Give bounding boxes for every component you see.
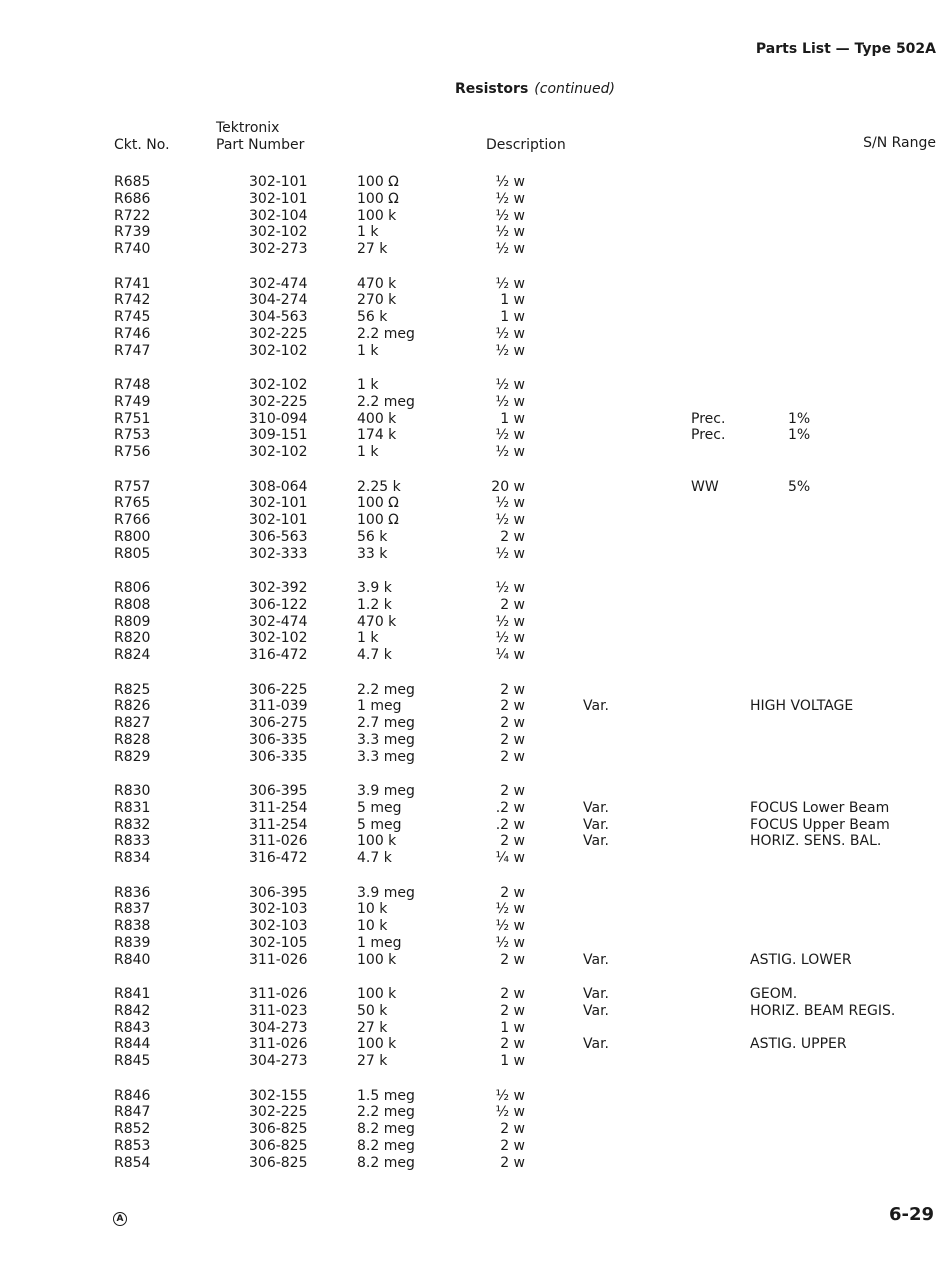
wattage: 2 w xyxy=(500,715,525,732)
ckt-number: R740 xyxy=(114,241,151,258)
table-row xyxy=(0,224,950,241)
type-label: Var. xyxy=(583,833,609,850)
resistance-value: 100 k xyxy=(357,1036,397,1053)
part-number: 302-101 xyxy=(249,512,308,529)
resistance-value: 100 k xyxy=(357,833,397,850)
table-row xyxy=(0,1104,950,1121)
wattage: 20 w xyxy=(491,478,525,495)
resistance-value: 3.9 meg xyxy=(357,884,415,901)
ckt-number: R722 xyxy=(114,207,151,224)
function-label: GEOM. xyxy=(750,986,798,1002)
page-number: 6-29 xyxy=(888,1204,934,1225)
table-row xyxy=(0,986,950,1003)
type-label: Var. xyxy=(583,951,609,968)
resistance-value: 1.2 k xyxy=(357,596,392,613)
part-number: 311-023 xyxy=(249,1002,308,1019)
ckt-number: R824 xyxy=(114,647,151,664)
part-number: 311-026 xyxy=(249,986,308,1002)
wattage: 2 w xyxy=(500,748,525,765)
ckt-number: R685 xyxy=(114,174,151,190)
type-label: Var. xyxy=(583,698,609,715)
wattage: ½ w xyxy=(495,393,525,410)
column-header-ckt: Ckt. No. xyxy=(114,137,170,153)
function-label: FOCUS Lower Beam xyxy=(750,799,890,816)
resistance-value: 470 k xyxy=(357,613,397,630)
ckt-number: R808 xyxy=(114,596,151,613)
resistance-value: 2.2 meg xyxy=(357,325,415,342)
wattage: ½ w xyxy=(495,207,525,224)
ckt-number: R800 xyxy=(114,528,151,545)
resistance-value: 100 Ω xyxy=(357,512,399,529)
wattage: 2 w xyxy=(500,951,525,968)
part-number: 302-103 xyxy=(249,918,308,935)
resistance-value: 1 k xyxy=(357,630,379,647)
ckt-number: R686 xyxy=(114,190,151,207)
resistance-value: 5 meg xyxy=(357,799,402,816)
part-number: 311-026 xyxy=(249,951,308,968)
wattage: ½ w xyxy=(495,444,525,461)
table-row xyxy=(0,1121,950,1138)
part-number: 302-155 xyxy=(249,1087,308,1104)
wattage: ½ w xyxy=(495,580,525,596)
part-number: 302-333 xyxy=(249,545,308,562)
ckt-number: R749 xyxy=(114,393,151,410)
ckt-number: R847 xyxy=(114,1104,151,1121)
wattage: 2 w xyxy=(500,783,525,799)
table-row xyxy=(0,1155,950,1172)
table-row xyxy=(0,208,950,225)
resistance-value: 470 k xyxy=(357,275,397,292)
wattage: ½ w xyxy=(495,495,525,512)
table-row xyxy=(0,444,950,461)
table-row xyxy=(0,343,950,360)
wattage: ½ w xyxy=(495,613,525,630)
part-number: 311-039 xyxy=(249,698,308,715)
wattage: 2 w xyxy=(500,833,525,850)
table-row xyxy=(0,783,950,800)
table-row xyxy=(0,715,950,732)
part-number: 306-225 xyxy=(249,681,308,698)
resistance-value: 400 k xyxy=(357,410,397,427)
resistance-value: 10 k xyxy=(357,918,388,935)
resistance-value: 1 meg xyxy=(357,934,402,951)
ckt-number: R844 xyxy=(114,1036,151,1053)
table-row xyxy=(0,580,950,597)
wattage: ½ w xyxy=(495,275,525,292)
resistance-value: 5 meg xyxy=(357,816,402,833)
wattage: ¼ w xyxy=(495,850,525,867)
table-row xyxy=(0,394,950,411)
wattage: ½ w xyxy=(495,174,525,190)
ckt-number: R839 xyxy=(114,934,151,951)
ckt-number: R836 xyxy=(114,884,151,901)
table-row xyxy=(0,698,950,715)
resistance-value: 1 k xyxy=(357,377,379,393)
table-row xyxy=(0,276,950,293)
precision-label: WW xyxy=(691,478,719,495)
part-number: 304-273 xyxy=(249,1019,308,1036)
table-row xyxy=(0,614,950,631)
ckt-number: R842 xyxy=(114,1002,151,1019)
table-row xyxy=(0,597,950,614)
wattage: 2 w xyxy=(500,1121,525,1138)
wattage: ½ w xyxy=(495,325,525,342)
part-number: 311-026 xyxy=(249,1036,308,1053)
table-row xyxy=(0,901,950,918)
resistance-value: 8.2 meg xyxy=(357,1137,415,1154)
part-number: 302-102 xyxy=(249,342,308,359)
wattage: ½ w xyxy=(495,918,525,935)
wattage: ½ w xyxy=(495,241,525,258)
table-row xyxy=(0,495,950,512)
ckt-number: R766 xyxy=(114,512,151,529)
ckt-number: R840 xyxy=(114,951,151,968)
column-header-part-bottom: Part Number xyxy=(216,137,305,153)
resistance-value: 3.9 meg xyxy=(357,783,415,799)
table-row xyxy=(0,850,950,867)
tolerance: 5% xyxy=(788,478,811,495)
table-row xyxy=(0,326,950,343)
ckt-number: R845 xyxy=(114,1053,151,1070)
table-row xyxy=(0,732,950,749)
wattage: 2 w xyxy=(500,986,525,1002)
table-row xyxy=(0,647,950,664)
resistance-value: 3.3 meg xyxy=(357,731,415,748)
resistance-value: 27 k xyxy=(357,241,388,258)
ckt-number: R739 xyxy=(114,224,151,241)
resistance-value: 3.9 k xyxy=(357,580,392,596)
ckt-number: R757 xyxy=(114,478,151,495)
section-subtitle: (continued) xyxy=(534,81,615,97)
ckt-number: R830 xyxy=(114,783,151,799)
wattage: 1 w xyxy=(500,1019,525,1036)
resistance-value: 8.2 meg xyxy=(357,1121,415,1138)
part-number: 306-825 xyxy=(249,1121,308,1138)
ckt-number: R854 xyxy=(114,1154,151,1171)
resistance-value: 1.5 meg xyxy=(357,1087,415,1104)
publisher-mark-icon: A xyxy=(113,1212,127,1226)
wattage: 2 w xyxy=(500,698,525,715)
resistance-value: 100 Ω xyxy=(357,174,399,190)
ckt-number: R826 xyxy=(114,698,151,715)
ckt-number: R809 xyxy=(114,613,151,630)
part-number: 302-225 xyxy=(249,1104,308,1121)
resistance-value: 174 k xyxy=(357,427,397,444)
ckt-number: R852 xyxy=(114,1121,151,1138)
part-number: 302-273 xyxy=(249,241,308,258)
ckt-number: R831 xyxy=(114,799,151,816)
part-number: 311-254 xyxy=(249,799,308,816)
precision-label: Prec. xyxy=(691,427,726,444)
wattage: 1 w xyxy=(500,410,525,427)
part-number: 306-275 xyxy=(249,715,308,732)
resistance-value: 33 k xyxy=(357,545,388,562)
wattage: 1 w xyxy=(500,309,525,326)
ckt-number: R746 xyxy=(114,325,151,342)
part-number: 302-102 xyxy=(249,377,308,393)
wattage: ½ w xyxy=(495,545,525,562)
ckt-number: R841 xyxy=(114,986,151,1002)
wattage: ½ w xyxy=(495,901,525,918)
part-number: 316-472 xyxy=(249,647,308,664)
type-label: Var. xyxy=(583,1002,609,1019)
wattage: 2 w xyxy=(500,731,525,748)
resistance-value: 1 k xyxy=(357,444,379,461)
table-row xyxy=(0,952,950,969)
table-row xyxy=(0,1003,950,1020)
wattage: .2 w xyxy=(495,816,525,833)
type-label: Var. xyxy=(583,799,609,816)
resistance-value: 4.7 k xyxy=(357,850,392,867)
wattage: ½ w xyxy=(495,630,525,647)
ckt-number: R745 xyxy=(114,309,151,326)
resistance-value: 1 k xyxy=(357,342,379,359)
wattage: 2 w xyxy=(500,528,525,545)
resistance-value: 2.7 meg xyxy=(357,715,415,732)
table-row xyxy=(0,630,950,647)
wattage: ½ w xyxy=(495,427,525,444)
page-header: Parts List — Type 502A xyxy=(755,41,936,57)
part-number: 304-273 xyxy=(249,1053,308,1070)
table-row xyxy=(0,817,950,834)
wattage: 2 w xyxy=(500,1002,525,1019)
function-label: ASTIG. LOWER xyxy=(750,951,852,968)
resistance-value: 2.2 meg xyxy=(357,1104,415,1121)
ckt-number: R853 xyxy=(114,1137,151,1154)
part-number: 306-395 xyxy=(249,783,308,799)
function-label: HORIZ. SENS. BAL. xyxy=(750,833,882,850)
function-label: ASTIG. UPPER xyxy=(750,1036,847,1053)
ckt-number: R747 xyxy=(114,342,151,359)
resistance-value: 56 k xyxy=(357,528,388,545)
resistance-value: 270 k xyxy=(357,292,397,309)
resistance-value: 4.7 k xyxy=(357,647,392,664)
part-number: 302-225 xyxy=(249,325,308,342)
wattage: .2 w xyxy=(495,799,525,816)
column-header-sn-range: S/N Range xyxy=(863,135,936,151)
section-title-main: Resistors xyxy=(455,81,529,97)
table-row xyxy=(0,1053,950,1070)
wattage: 2 w xyxy=(500,1137,525,1154)
wattage: ½ w xyxy=(495,934,525,951)
table-row xyxy=(0,174,950,191)
resistance-value: 100 Ω xyxy=(357,190,399,207)
part-number: 302-104 xyxy=(249,207,308,224)
part-number: 316-472 xyxy=(249,850,308,867)
ckt-number: R765 xyxy=(114,495,151,512)
part-number: 306-335 xyxy=(249,748,308,765)
wattage: 1 w xyxy=(500,292,525,309)
table-row xyxy=(0,833,950,850)
part-number: 302-225 xyxy=(249,393,308,410)
wattage: 1 w xyxy=(500,1053,525,1070)
table-row xyxy=(0,241,950,258)
resistance-value: 1 k xyxy=(357,224,379,241)
table-row xyxy=(0,1088,950,1105)
wattage: 2 w xyxy=(500,1036,525,1053)
function-label: FOCUS Upper Beam xyxy=(750,816,890,833)
ckt-number: R832 xyxy=(114,816,151,833)
table-row xyxy=(0,935,950,952)
part-number: 302-102 xyxy=(249,444,308,461)
table-row xyxy=(0,512,950,529)
ckt-number: R806 xyxy=(114,580,151,596)
ckt-number: R828 xyxy=(114,731,151,748)
resistance-value: 100 k xyxy=(357,207,397,224)
ckt-number: R838 xyxy=(114,918,151,935)
part-number: 306-395 xyxy=(249,884,308,901)
part-number: 304-563 xyxy=(249,309,308,326)
wattage: ½ w xyxy=(495,190,525,207)
ckt-number: R837 xyxy=(114,901,151,918)
part-number: 302-101 xyxy=(249,495,308,512)
part-number: 302-105 xyxy=(249,934,308,951)
wattage: 2 w xyxy=(500,681,525,698)
ckt-number: R741 xyxy=(114,275,151,292)
ckt-number: R827 xyxy=(114,715,151,732)
resistance-value: 3.3 meg xyxy=(357,748,415,765)
ckt-number: R742 xyxy=(114,292,151,309)
wattage: ½ w xyxy=(495,1104,525,1121)
table-row xyxy=(0,918,950,935)
function-label: HIGH VOLTAGE xyxy=(750,698,854,715)
type-label: Var. xyxy=(583,986,609,1002)
wattage: ½ w xyxy=(495,342,525,359)
ckt-number: R829 xyxy=(114,748,151,765)
wattage: ½ w xyxy=(495,224,525,241)
table-row xyxy=(0,309,950,326)
resistance-value: 100 k xyxy=(357,986,397,1002)
tolerance: 1% xyxy=(788,410,811,427)
part-number: 306-122 xyxy=(249,596,308,613)
part-number: 311-026 xyxy=(249,833,308,850)
wattage: ½ w xyxy=(495,512,525,529)
table-row xyxy=(0,1020,950,1037)
resistance-value: 56 k xyxy=(357,309,388,326)
part-number: 302-474 xyxy=(249,275,308,292)
ckt-number: R846 xyxy=(114,1087,151,1104)
wattage: 2 w xyxy=(500,1154,525,1171)
part-number: 302-103 xyxy=(249,901,308,918)
part-number: 311-254 xyxy=(249,816,308,833)
part-number: 306-825 xyxy=(249,1154,308,1171)
resistance-value: 2.25 k xyxy=(357,478,401,495)
resistance-value: 50 k xyxy=(357,1002,388,1019)
part-number: 308-064 xyxy=(249,478,308,495)
table-row xyxy=(0,377,950,394)
section-title xyxy=(455,81,615,97)
ckt-number: R751 xyxy=(114,410,151,427)
table-row xyxy=(0,1036,950,1053)
ckt-number: R820 xyxy=(114,630,151,647)
part-number: 302-101 xyxy=(249,174,308,190)
resistance-value: 100 Ω xyxy=(357,495,399,512)
wattage: ½ w xyxy=(495,1087,525,1104)
part-number: 302-392 xyxy=(249,580,308,596)
resistance-value: 27 k xyxy=(357,1053,388,1070)
part-number: 302-102 xyxy=(249,630,308,647)
table-row xyxy=(0,292,950,309)
ckt-number: R748 xyxy=(114,377,151,393)
ckt-number: R825 xyxy=(114,681,151,698)
ckt-number: R833 xyxy=(114,833,151,850)
resistance-value: 2.2 meg xyxy=(357,393,415,410)
part-number: 306-335 xyxy=(249,731,308,748)
tolerance: 1% xyxy=(788,427,811,444)
ckt-number: R834 xyxy=(114,850,151,867)
table-row xyxy=(0,479,950,496)
ckt-number: R843 xyxy=(114,1019,151,1036)
table-row xyxy=(0,800,950,817)
resistance-value: 27 k xyxy=(357,1019,388,1036)
part-number: 309-151 xyxy=(249,427,308,444)
part-number: 306-825 xyxy=(249,1137,308,1154)
function-label: HORIZ. BEAM REGIS. xyxy=(750,1002,896,1019)
ckt-number: R805 xyxy=(114,545,151,562)
table-row xyxy=(0,749,950,766)
wattage: 2 w xyxy=(500,884,525,901)
table-row xyxy=(0,682,950,699)
column-header-part-top: Tektronix xyxy=(216,120,280,136)
part-number: 310-094 xyxy=(249,410,308,427)
wattage: ¼ w xyxy=(495,647,525,664)
table-row xyxy=(0,411,950,428)
type-label: Var. xyxy=(583,816,609,833)
part-number: 304-274 xyxy=(249,292,308,309)
ckt-number: R756 xyxy=(114,444,151,461)
table-row xyxy=(0,546,950,563)
part-number: 306-563 xyxy=(249,528,308,545)
table-row xyxy=(0,427,950,444)
column-header-description: Description xyxy=(486,137,566,153)
table-row xyxy=(0,1138,950,1155)
type-label: Var. xyxy=(583,1036,609,1053)
resistance-value: 8.2 meg xyxy=(357,1154,415,1171)
ckt-number: R753 xyxy=(114,427,151,444)
wattage: 2 w xyxy=(500,596,525,613)
part-number: 302-101 xyxy=(249,190,308,207)
table-row xyxy=(0,191,950,208)
resistance-value: 1 meg xyxy=(357,698,402,715)
table-row xyxy=(0,529,950,546)
part-number: 302-102 xyxy=(249,224,308,241)
table-row xyxy=(0,885,950,902)
resistance-value: 2.2 meg xyxy=(357,681,415,698)
part-number: 302-474 xyxy=(249,613,308,630)
wattage: ½ w xyxy=(495,377,525,393)
resistance-value: 100 k xyxy=(357,951,397,968)
precision-label: Prec. xyxy=(691,410,726,427)
resistance-value: 10 k xyxy=(357,901,388,918)
